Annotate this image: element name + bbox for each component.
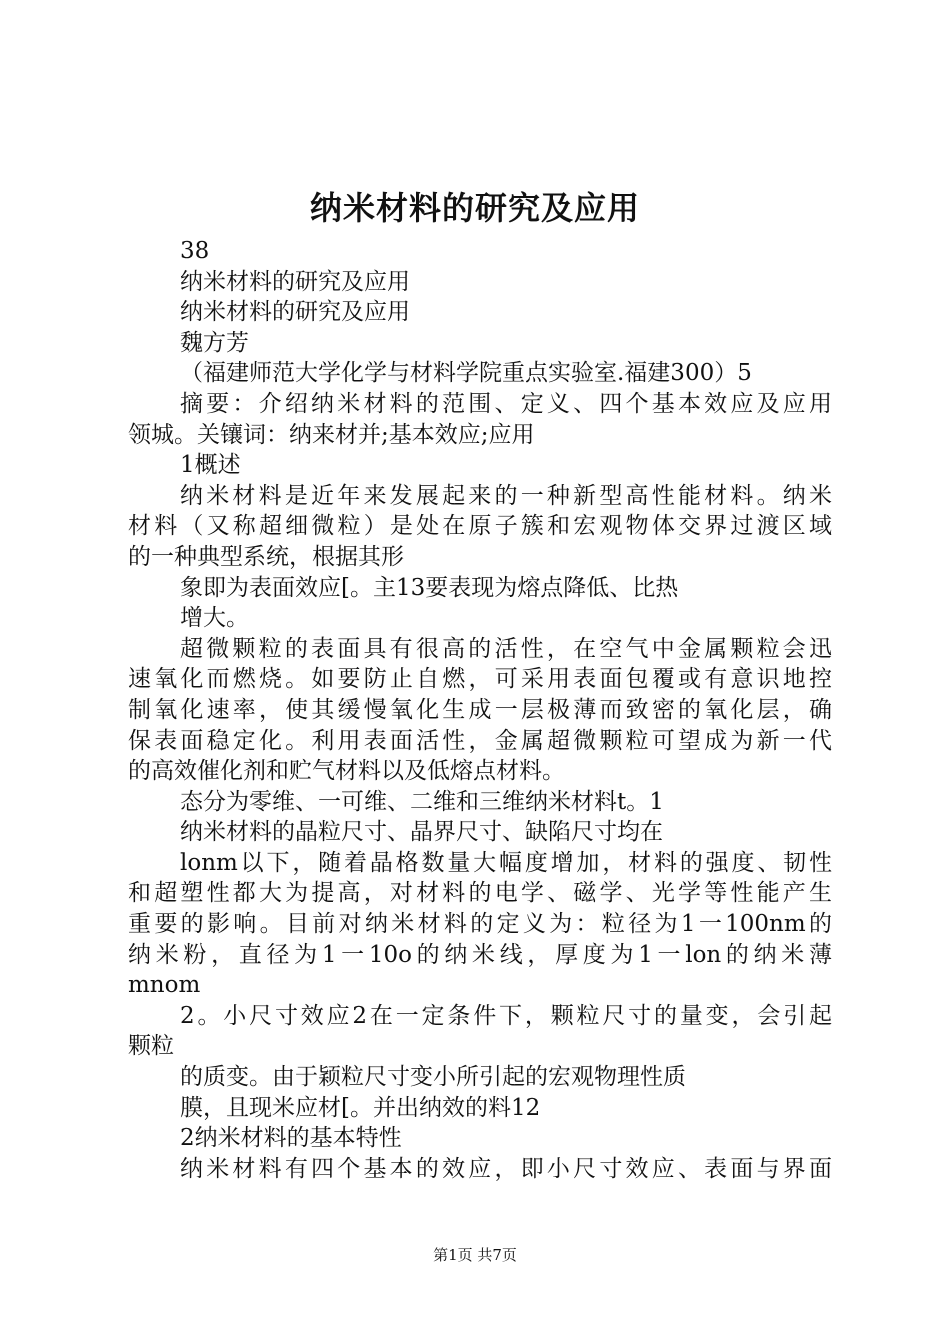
text-line: 2纳米材料的基本特性	[180, 1125, 402, 1152]
page-footer: 第1页 共7页	[433, 1246, 517, 1264]
text-line: 的质变。由于颖粒尺寸变小所引起的宏观物理性质	[180, 1064, 686, 1091]
text-line: 和超塑性都大为提高，对材料的电学、磁学、光学等性能产生	[128, 880, 832, 907]
text-line: 制氧化速率，使其缓慢氧化生成一层极薄而致密的氧化层，确	[128, 696, 832, 723]
text-line: 的高效催化剂和贮气材料以及低熔点材料。	[128, 758, 565, 785]
text-line: 增大。	[180, 605, 249, 632]
text-line: 颗粒	[128, 1033, 174, 1060]
text-line: 纳米材料是近年来发展起来的一种新型高性能材料。纳米	[180, 482, 832, 509]
text-line: 1概述	[180, 452, 241, 479]
text-line: 态分为零维、一可维、二维和三维纳米材料t。1	[180, 788, 664, 815]
text-line: 的一种典型系统，根据其形	[128, 543, 404, 570]
text-line: 纳米材料的研究及应用	[180, 268, 410, 295]
text-line: 2。小尺寸效应2在一定条件下，颗粒尺寸的量变，会引起	[180, 1002, 832, 1029]
text-line: 超微颗粒的表面具有很高的活性，在空气中金属颗粒会迅	[180, 635, 832, 662]
text-line: 象即为表面效应[。主13要表现为熔点降低、比热	[180, 574, 679, 601]
document-body	[128, 236, 832, 1184]
text-line: 保表面稳定化。利用表面活性，金属超微颗粒可望成为新一代	[128, 727, 832, 754]
text-line: 领城。关镶词：纳来材并;基本效应;应用	[128, 421, 535, 448]
text-line: 速氧化而燃烧。如要防止自燃，可采用表面包覆或有意识地控	[128, 666, 832, 693]
text-line: 魏方芳	[180, 329, 249, 356]
text-line: 38	[180, 238, 210, 264]
text-line: 纳米材料的研究及应用	[180, 299, 410, 326]
text-line: lonm以下，随着晶格数量大幅度增加，材料的强度、韧性	[180, 849, 832, 876]
text-line: 纳米材料有四个基本的效应，即小尺寸效应、表面与界面	[180, 1155, 832, 1182]
text-line: 纳米粉，直径为1一10o的纳米线，厚度为1一lon的纳米薄	[128, 941, 832, 968]
text-line: 摘要：介绍纳米材料的范围、定义、四个基本效应及应用	[180, 390, 832, 417]
document-title: 纳米材料的研究及应用	[309, 189, 640, 227]
text-line: mnom	[128, 972, 201, 999]
text-line: 膜，且现米应材[。并出纳效的料12	[180, 1094, 541, 1121]
text-line: 纳米材料的晶粒尺寸、晶界尺寸、缺陷尺寸均在	[180, 819, 663, 846]
text-line: （福建师范大学化学与材料学院重点实验室.福建300）5	[180, 360, 752, 387]
text-line: 重要的影响。目前对纳米材料的定义为：粒径为1一100nm的	[128, 911, 832, 938]
text-line: 材料（又称超细微粒）是处在原子簇和宏观物体交界过渡区域	[128, 513, 832, 540]
